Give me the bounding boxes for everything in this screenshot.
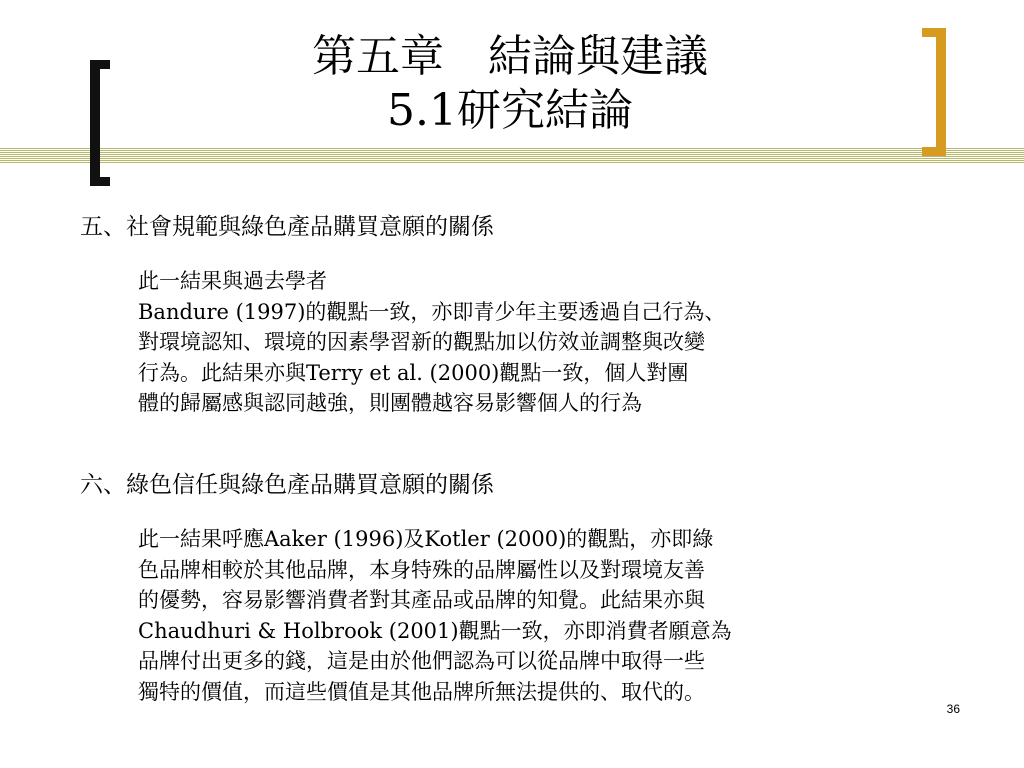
paragraph-line: 行為。此結果亦與Terry et al. (2000)觀點一致，個人對團 — [138, 360, 689, 385]
right-bracket-decoration — [922, 28, 946, 156]
paragraph-line: 對環境認知、環境的因素學習新的觀點加以仿效並調整與改變 — [138, 330, 705, 355]
title-line-chapter: 第五章 結論與建議 — [312, 31, 708, 82]
section-5-paragraph — [138, 266, 918, 419]
paragraph-line: Chaudhuri & Holbrook (2001)觀點一致，亦即消費者願意為 — [138, 618, 732, 643]
left-bracket-decoration — [90, 60, 110, 186]
paragraph-line: Bandure (1997)的觀點一致，亦即青少年主要透過自己行為、 — [138, 299, 726, 324]
paragraph-line: 品牌付出更多的錢，這是由於他們認為可以從品牌中取得一些 — [138, 649, 705, 674]
paragraph-line: 的優勢，容易影響消費者對其產品或品牌的知覺。此結果亦與 — [138, 588, 705, 613]
page-number: 36 — [946, 702, 960, 716]
paragraph-line: 此一結果與過去學者 — [138, 269, 327, 293]
paragraph-line: 色品牌相較於其他品牌，本身特殊的品牌屬性以及對環境友善 — [138, 557, 705, 582]
decorative-stripe-band — [0, 148, 1024, 164]
slide-title — [160, 30, 860, 138]
section-heading-6: 六、綠色信任與綠色產品購買意願的關係 — [80, 472, 494, 498]
section-6-paragraph — [138, 524, 918, 708]
paragraph-line: 體的歸屬感與認同越強，則團體越容易影響個人的行為 — [138, 391, 642, 416]
paragraph-line: 獨特的價值，而這些價值是其他品牌所無法提供的、取代的。 — [138, 679, 705, 704]
title-line-section: 5.1研究結論 — [387, 85, 633, 136]
paragraph-line: 此一結果呼應Aaker (1996)及Kotler (2000)的觀點，亦即綠 — [138, 527, 714, 551]
section-heading-5: 五、社會規範與綠色產品購買意願的關係 — [80, 214, 494, 240]
